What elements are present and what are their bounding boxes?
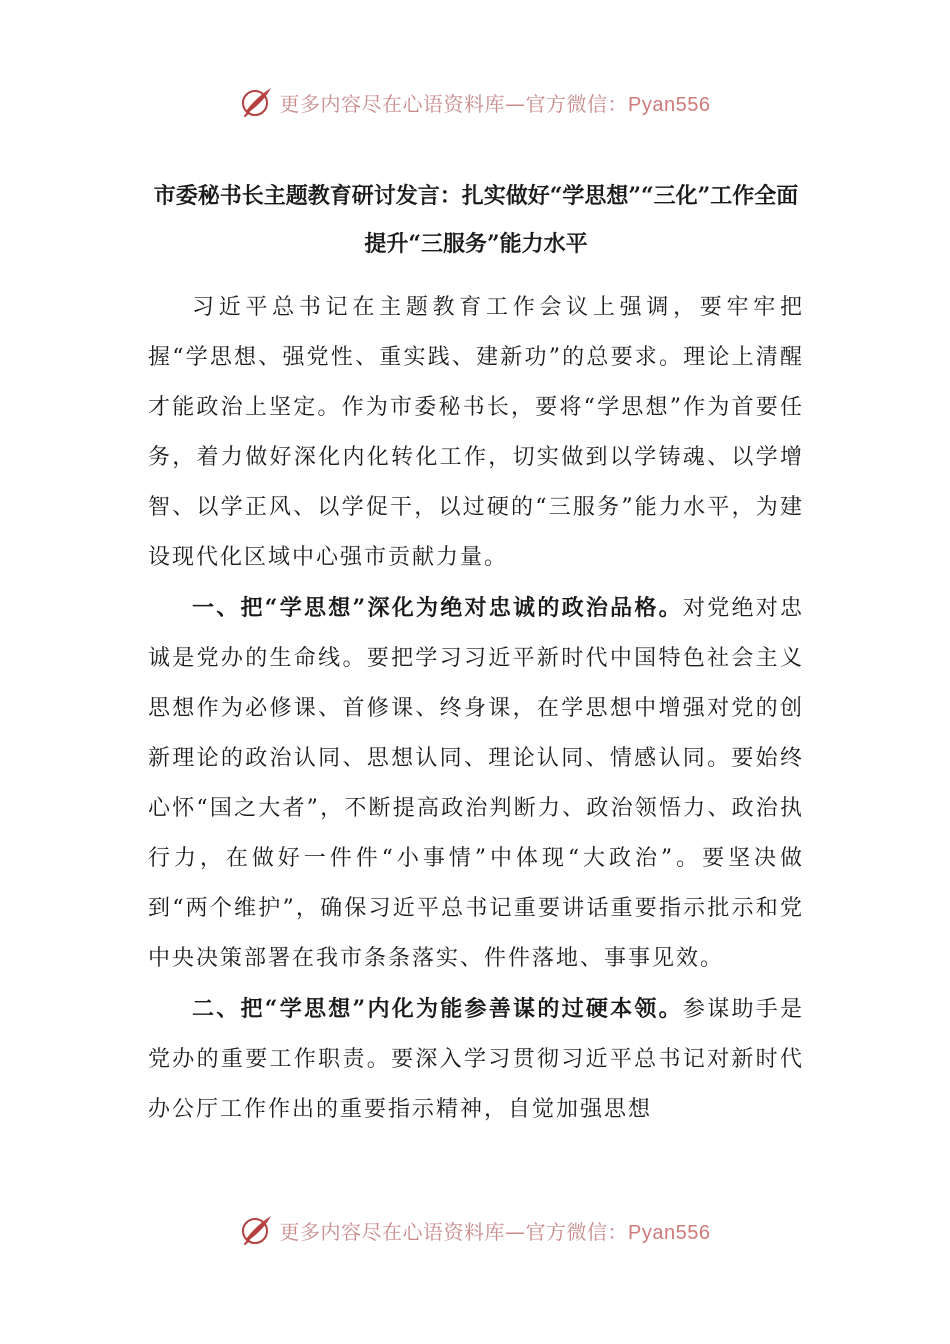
paragraph-text: 习近平总书记在主题教育工作会议上强调，要牢牢把握“学思想、强党性、重实践、建新功”的总要求。理论上清醒才能政治上坚定。作为市委秘书长，要将“学思想”作为首要任务，着力做好深化内化转化工作，切实做到以学铸魂、以学增智、以学正风、以学促干，以过硬的“三服务”能力水平，为建设现代化区域中心强市贡献力量。 — [148, 295, 804, 570]
banner-wechat-id: Pyan556 — [628, 1221, 711, 1244]
paragraph-lead: 一、把“学思想”深化为绝对忠诚的政治品格。 — [192, 595, 683, 621]
document-body — [148, 282, 804, 1135]
document-title: 市委秘书长主题教育研讨发言：扎实做好“学思想”“三化”工作全面提升“三服务”能力水平 — [153, 183, 799, 257]
footer-banner — [0, 1210, 950, 1250]
banner-wechat-id: Pyan556 — [628, 93, 711, 116]
header-banner — [0, 82, 950, 122]
banner-text: 更多内容尽在心语资料库—官方微信： — [279, 91, 629, 116]
quill-pen-logo-icon — [240, 85, 274, 119]
paragraph-intro — [148, 282, 804, 583]
quill-pen-logo-icon — [240, 1213, 274, 1247]
paragraph-lead: 二、把“学思想”内化为能参善谋的过硬本领。 — [192, 996, 683, 1022]
paragraph-section-1 — [148, 583, 804, 984]
paragraph-text: 对党绝对忠诚是党办的生命线。要把学习习近平新时代中国特色社会主义思想作为必修课、首修课、终身课，在学思想中增强对党的创新理论的政治认同、思想认同、理论认同、情感认同。要始终心怀“国之大者”，不断提高政治判断力、政治领悟力、政治执行力，在做好一件件“小事情”中体现“大政治”。要坚决做到“两个维护”，确保习近平总书记重要讲话重要指示批示和党中央决策部署在我市条条落实、件件落地、事事见效。 — [148, 596, 804, 971]
paragraph-section-2 — [148, 984, 804, 1135]
paragraph-text: 参谋助手是党办的重要工作职责。要深入学习贯彻习近平总书记对新时代办公厅工作作出的重要指示精神，自觉加强思想 — [148, 997, 804, 1122]
banner-text: 更多内容尽在心语资料库—官方微信： — [279, 1219, 629, 1244]
